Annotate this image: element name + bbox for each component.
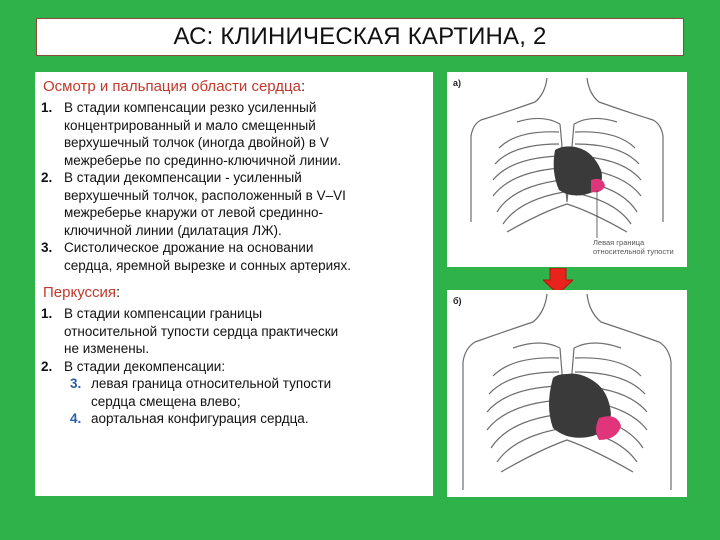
figure-a-panel	[447, 72, 687, 267]
list-item	[41, 169, 427, 239]
list-line: верхушечный толчок (иногда двойной) в V	[64, 135, 329, 150]
section-heading-colon: :	[300, 78, 306, 95]
list-number: 3.	[70, 376, 82, 391]
list-line: межреберье по срединно-ключичной линии.	[64, 152, 342, 168]
list-line: В стадии декомпенсации:	[64, 358, 226, 374]
list-line: межреберье кнаружи от левой срединно-	[64, 205, 324, 220]
list-line: верхушечный толчок, расположенный в V–VI	[64, 187, 346, 203]
list-line: сердца, яремной вырезке и сонных артериях.	[64, 257, 351, 273]
list-line: относительной тупости сердца практически	[64, 323, 339, 339]
caption-line: Левая граница	[593, 238, 645, 247]
list-line: аортальная конфигурация сердца.	[91, 411, 309, 426]
list-line: В стадии компенсации резко усиленный	[64, 100, 317, 115]
section-heading-percussion	[43, 284, 427, 301]
percussion-list	[41, 305, 427, 428]
list-line: не изменены.	[64, 341, 150, 356]
list-line: сердца смещена влево;	[91, 393, 241, 409]
list-line: В стадии декомпенсации - усиленный	[64, 170, 302, 185]
list-line: левая граница относительной тупости	[91, 376, 332, 391]
list-line: ключичной линии (дилатация ЛЖ).	[64, 222, 282, 238]
chest-illustration-b	[447, 290, 687, 497]
figure-b-letter: б)	[453, 296, 462, 306]
list-number: 1.	[41, 100, 53, 115]
list-number: 2.	[41, 170, 53, 185]
list-line: Систолическое дрожание на основании	[64, 240, 314, 255]
list-line: концентрированный и мало смещенный	[64, 117, 316, 133]
list-number: 1.	[41, 306, 53, 321]
figure-a-letter: а)	[453, 78, 462, 88]
list-number: 2.	[41, 358, 53, 374]
caption-line: относительной тупости	[593, 247, 674, 256]
sub-list-item	[41, 410, 427, 428]
section-heading-text: Перкуссия	[43, 284, 117, 301]
list-item	[41, 239, 427, 274]
title-box	[36, 18, 684, 56]
list-item	[41, 358, 427, 376]
section-heading-text: Осмотр и пальпация области сердца	[43, 78, 301, 95]
list-number: 3.	[41, 240, 53, 255]
list-number: 4.	[70, 411, 82, 426]
figure-a-caption	[593, 238, 674, 256]
section-heading-palpation	[43, 78, 427, 95]
figure-b-panel	[447, 290, 687, 497]
palpation-list	[41, 99, 427, 274]
list-item	[41, 305, 427, 358]
text-panel	[35, 72, 433, 496]
list-line: В стадии компенсации границы	[64, 306, 263, 321]
sub-list-item	[41, 375, 427, 410]
section-heading-colon: :	[116, 284, 121, 301]
page-title: АС: КЛИНИЧЕСКАЯ КАРТИНА, 2	[173, 23, 547, 50]
list-item	[41, 99, 427, 169]
